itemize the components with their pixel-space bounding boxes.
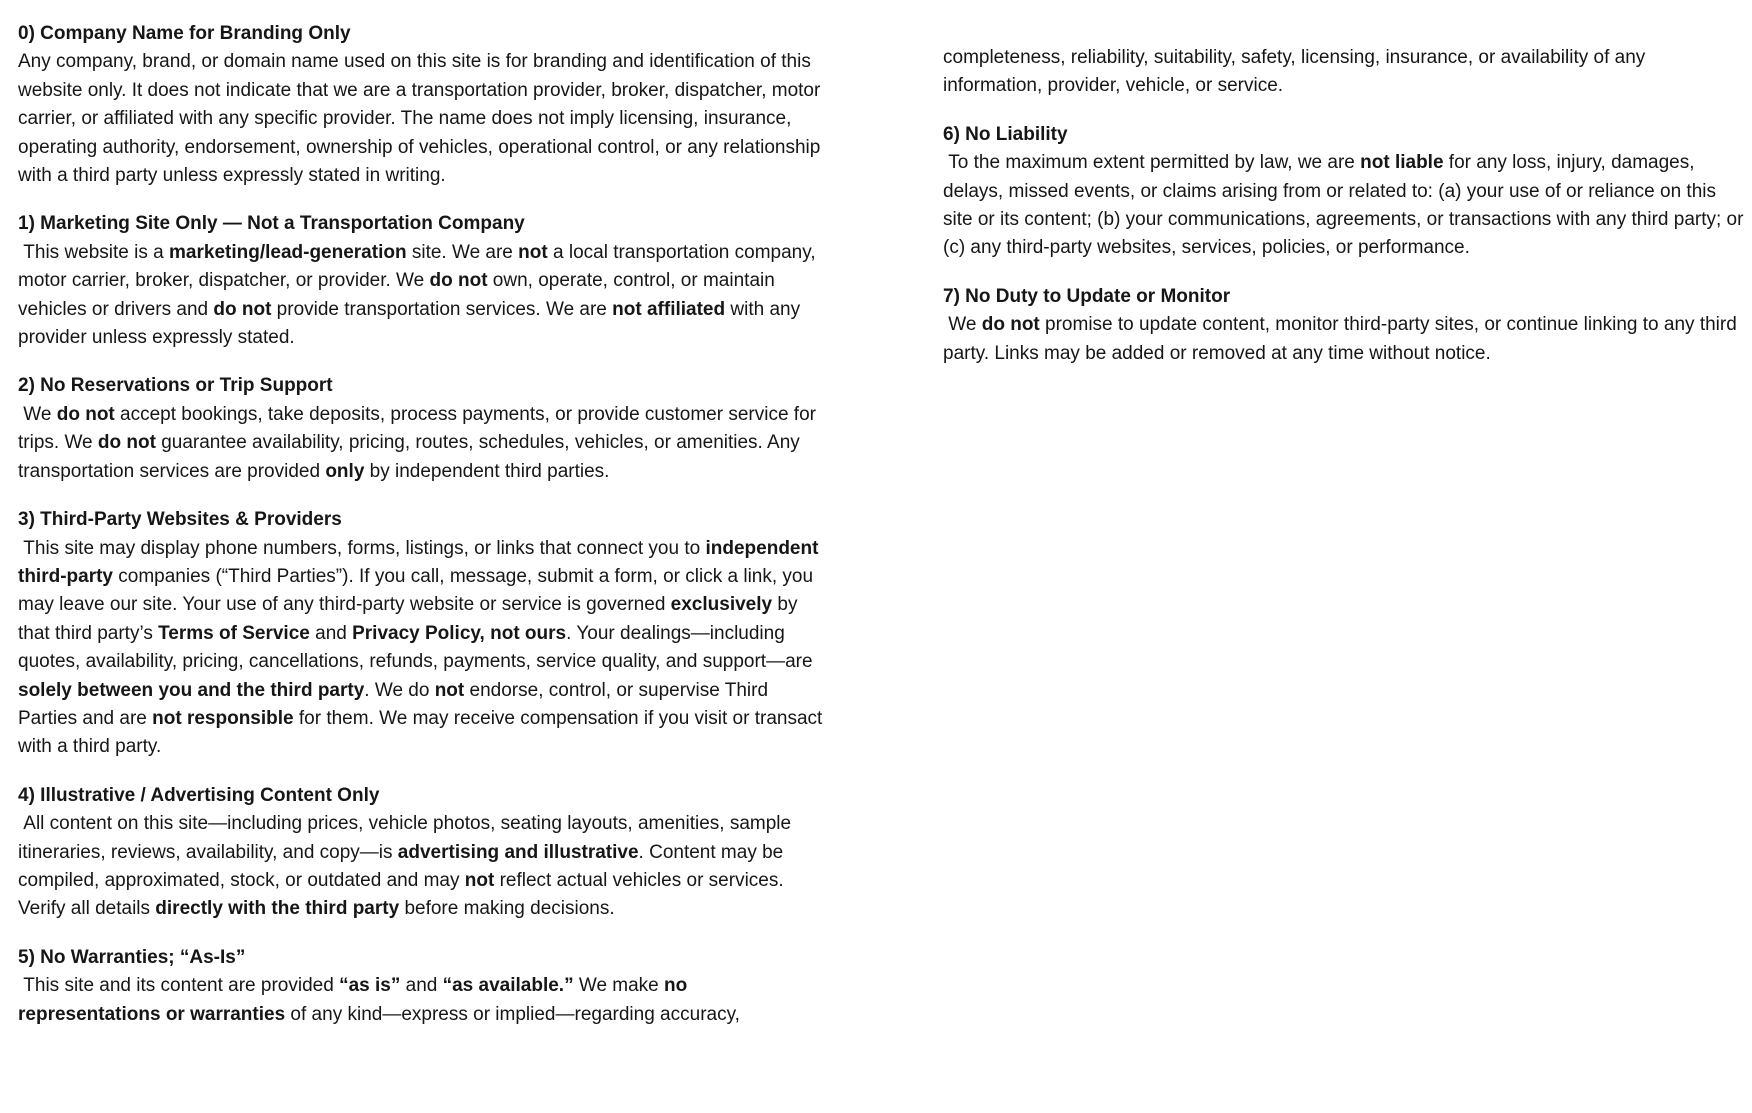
left-column xyxy=(18,20,828,1113)
disclaimer-section xyxy=(18,944,823,1029)
text-run: This website is a xyxy=(18,241,170,263)
disclaimer-section xyxy=(943,121,1748,263)
bold-text-run: not responsible xyxy=(152,707,294,729)
text-run: completeness, reliability, suitability, safety, licensing, insurance, or availability of any information, provider, vehicle, or service. xyxy=(943,47,1651,97)
text-run: All content on this site—including prices, vehicle photos, seating layouts, amenities, sample itineraries, reviews, availability, and copy—is xyxy=(18,813,797,863)
text-run: promise to update content, monitor third-party sites, or continue linking to any third party. Links may be added or removed at any time without notice. xyxy=(943,314,1743,364)
disclaimer-section xyxy=(18,506,828,762)
text-run: with any provider unless expressly stated. xyxy=(18,298,806,349)
text-run: for them. We may receive compensation if you visit or transact with a third party. xyxy=(18,707,828,758)
text-run: companies (“Third Parties”). If you call, message, submit a form, or click a link, you may leave our site. Your use of any third-party website or service is governed xyxy=(18,565,819,616)
disclaimer-section-continued xyxy=(943,44,1748,101)
text-run: accept bookings, take deposits, process payments, or provide customer service for trips. We xyxy=(18,403,822,454)
bold-text-run: advertising and illustrative xyxy=(397,841,639,863)
section-paragraph xyxy=(18,535,828,762)
text-run: We xyxy=(943,314,982,336)
text-run: This site may display phone numbers, forms, listings, or links that connect you to xyxy=(18,537,706,559)
section-paragraph xyxy=(18,972,823,1029)
bold-text-run: do not xyxy=(429,270,488,292)
section-heading: 2) No Reservations or Trip Support xyxy=(18,375,333,397)
text-run: . Content may be compiled, approximated, stock, or outdated and may xyxy=(18,841,789,891)
disclaimer-section xyxy=(18,372,823,486)
section-heading: 0) Company Name for Branding Only xyxy=(18,23,351,44)
text-run: own, operate, control, or maintain vehicles or drivers and xyxy=(18,270,781,320)
bold-text-run: directly with the third party xyxy=(155,898,400,920)
bold-text-run: not liable xyxy=(1360,152,1444,174)
text-run: endorse, control, or supervise Third Parties and are xyxy=(18,679,774,729)
section-heading: 4) Illustrative / Advertising Content Only xyxy=(18,784,380,806)
bold-text-run: solely between you and the third party xyxy=(18,679,365,701)
text-run: This site and its content are provided xyxy=(18,975,340,997)
text-run: To the maximum extent permitted by law, we are xyxy=(943,152,1361,174)
text-run: and xyxy=(309,622,353,644)
bold-text-run: do not xyxy=(981,314,1040,336)
right-column xyxy=(943,20,1748,1113)
text-run: for any loss, injury, damages, delays, missed events, or claims arising from or related to: (a) your use of or reliance on this site or its content; (b) your communications, agreements, or transactions with any third party; or (c) any third-party websites, services, policies, or performance. xyxy=(943,152,1749,259)
text-run: site. We are xyxy=(406,241,519,263)
section-paragraph xyxy=(943,149,1748,263)
text-run: before making decisions. xyxy=(399,898,615,920)
section-heading: 3) Third-Party Websites & Providers xyxy=(18,509,342,531)
text-run: . Your dealings—including quotes, availability, pricing, cancellations, refunds, payments, service quality, and support—are xyxy=(18,622,818,673)
bold-text-run: only xyxy=(325,460,365,482)
section-paragraph xyxy=(18,810,823,924)
bold-text-run: do not xyxy=(56,403,115,425)
section-paragraph xyxy=(943,311,1748,368)
section-paragraph xyxy=(943,44,1748,101)
text-run: a local transportation company, motor carrier, broker, dispatcher, or provider. We xyxy=(18,241,821,292)
bold-text-run: not xyxy=(464,869,495,891)
bold-text-run: exclusively xyxy=(670,594,773,616)
section-heading: 5) No Warranties; “As-Is” xyxy=(18,946,246,968)
disclaimer-section xyxy=(943,283,1748,368)
text-run: by independent third parties. xyxy=(364,460,610,482)
section-paragraph xyxy=(18,239,823,353)
text-run: by that third party’s xyxy=(18,594,803,644)
bold-text-run: “as available.” xyxy=(442,975,574,997)
bold-text-run: do not xyxy=(213,298,272,320)
bold-text-run: Privacy Policy, not ours xyxy=(352,622,567,644)
text-run: reflect actual vehicles or services. Verify all details xyxy=(18,869,789,920)
section-heading: 7) No Duty to Update or Monitor xyxy=(943,285,1231,307)
bold-text-run: marketing/lead-generation xyxy=(169,241,407,263)
text-run: provide transportation services. We are xyxy=(271,298,613,320)
text-run: We xyxy=(18,403,57,425)
disclaimer-section xyxy=(18,20,826,190)
text-run: We make xyxy=(573,975,665,997)
text-run: guarantee availability, pricing, routes, schedules, vehicles, or amenities. Any transportation services are provided xyxy=(18,432,806,482)
text-run: and xyxy=(400,975,443,997)
bold-text-run: Terms of Service xyxy=(158,622,310,644)
section-heading: 1) Marketing Site Only — Not a Transportation Company xyxy=(18,213,525,235)
disclaimer-section xyxy=(18,782,823,924)
bold-text-run: not xyxy=(518,241,548,263)
text-run: . We do xyxy=(364,679,435,701)
disclaimer-section xyxy=(18,210,823,352)
section-paragraph xyxy=(18,401,823,486)
bold-text-run: no representations or warranties xyxy=(18,975,693,1025)
bold-text-run: “as is” xyxy=(339,975,401,997)
bold-text-run: do not xyxy=(97,432,156,454)
bold-text-run: independent third-party xyxy=(18,537,824,587)
bold-text-run: not affiliated xyxy=(612,298,726,320)
text-run: of any kind—express or implied—regarding accuracy, xyxy=(285,1003,740,1025)
section-heading: 6) No Liability xyxy=(943,123,1068,145)
text-run: Any company, brand, or domain name used on this site is for branding and identification of this website only. It does not indicate that we are a transportation provider, broker, dispatcher, motor carrier, or affiliated with any specific provider. The name does not imply licensing, insurance, operating authority, endorsement, ownership of vehicles, operational control, or any relationship with a third party unless expressly stated in writing. xyxy=(18,51,826,187)
section-paragraph xyxy=(18,48,826,190)
bold-text-run: not xyxy=(434,679,465,701)
